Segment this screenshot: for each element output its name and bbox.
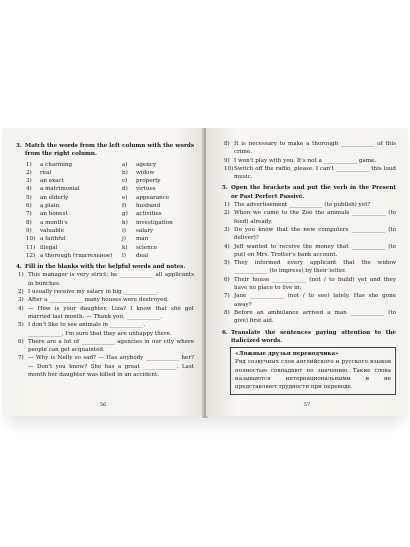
item-text: When we came to the Zoo the animals ____________ (to feed) already. (234, 210, 396, 225)
exercise-item (18, 288, 194, 296)
exercise-item (224, 157, 396, 165)
exercise-item (224, 165, 396, 182)
match-key: j) (122, 236, 126, 243)
match-row (122, 202, 173, 210)
match-row (26, 169, 122, 177)
match-key: e) (122, 194, 128, 201)
item-text: I don't like to see animals in ____________. (28, 322, 146, 329)
match-word: agency (136, 161, 157, 168)
match-row (122, 219, 173, 227)
match-key: 3) (26, 178, 32, 185)
match-key: l) (122, 252, 126, 259)
exercise-item (18, 354, 194, 379)
match-row (26, 194, 122, 202)
match-word: science (136, 244, 158, 251)
match-word: husband (136, 203, 161, 210)
match-word: a matrimonial (40, 186, 80, 193)
match-key: 9) (26, 227, 32, 234)
match-word: a plain (40, 203, 60, 210)
match-word: man (136, 236, 149, 243)
match-key: 2) (26, 169, 32, 176)
item-number: 1) (18, 272, 24, 279)
item-number: 10) (224, 165, 234, 172)
exercise-3-heading: 3. Match the words from the left column with the words from the right column. (16, 143, 194, 158)
exercise-item (18, 305, 194, 322)
match-word: a faithful (40, 236, 66, 243)
exercise-5-heading: 5. Open the brackets and put the verb in the Present or Past Perfect Passive. (222, 185, 396, 200)
item-text: This manager is very strict; he ____________ all applicants in bunches. (28, 272, 194, 287)
exercise-4-heading: 4. Fill in the blanks with the helpful words and notes. (16, 264, 186, 271)
match-word: a month's (40, 219, 68, 226)
match-key: 12) (26, 252, 36, 259)
exercise-item (224, 292, 396, 309)
item-text: I usually receive my salary in big ____________. (28, 289, 159, 296)
item-number: 2) (224, 210, 230, 217)
match-word: investigation (136, 219, 173, 226)
match-key: 1) (26, 161, 32, 168)
item-number: 9) (224, 157, 230, 164)
match-row (26, 219, 122, 227)
exercise-item (224, 209, 396, 226)
match-word: an honest (40, 211, 68, 218)
item-number: 7) (224, 293, 230, 300)
match-row (26, 227, 122, 235)
match-row (26, 244, 122, 252)
match-row (26, 161, 122, 169)
match-word: real (40, 169, 52, 176)
match-word: an elderly (40, 194, 69, 201)
match-key: b) (122, 169, 128, 176)
item-number: 8) (224, 309, 230, 316)
exercise-item (18, 271, 194, 288)
exercise-6-heading: 6. Translate the sentences paying attention to the italicized words. (222, 329, 396, 344)
match-word: an exact (40, 178, 64, 185)
exercise-item (18, 296, 194, 304)
match-row (122, 235, 173, 243)
match-row (26, 177, 122, 185)
exercise-item (224, 309, 396, 326)
match-key: 10) (26, 236, 36, 243)
match-key: f) (122, 203, 127, 210)
match-word: appearance (136, 194, 170, 201)
match-key: 6) (26, 203, 32, 210)
item-number: 5) (224, 260, 230, 267)
match-row (122, 227, 173, 235)
item-text: After a ____________ many houses were destroyed. (28, 297, 169, 304)
item-text: — Why is Nelly so sad? — Has anybody ____________ her? — Don't you know? She has a great ____________. Last month her daughter was killed in an accident. (28, 355, 194, 379)
exercise-item (224, 226, 396, 243)
item-number: 1) (224, 202, 230, 209)
match-key: 4) (26, 186, 32, 193)
match-row (122, 244, 173, 252)
page-number-right: 57 (303, 402, 311, 408)
open-book (2, 128, 408, 420)
box-text: Ряд созвучных слов английского и русского языков полностью совпадают по значению. Такие слова называются интернациональными и не представляют трудности при переводе. (235, 359, 391, 391)
item-text: There are a lot of ____________ agencies in our city where people can get acquainted. (28, 338, 194, 354)
item-text: Before an ambulance arrived a man ____________ (to give) first aid. (234, 309, 396, 325)
item-number: 3) (18, 297, 24, 304)
match-word: deal (136, 252, 149, 259)
item-number: 3) (224, 226, 230, 233)
match-word: virtues (136, 186, 156, 193)
match-key: g) (122, 211, 128, 218)
item-text: ____________, I'm sure that they are unhappy there. (28, 330, 172, 337)
item-text: Jane ____________ (not / to see) lately. Has she gone away? (234, 293, 396, 308)
item-text: It is necessary to make a thorough ____________ of this crime. (234, 141, 396, 156)
match-row (122, 194, 173, 202)
right-column (122, 161, 173, 261)
match-word: salary (136, 227, 154, 234)
match-key: c) (122, 178, 128, 185)
box-title: «Ложные друзья переводчика» (235, 351, 339, 358)
exercise-5-list (222, 201, 396, 325)
exercise-item (18, 321, 194, 329)
item-text: — How is your daughter, Liza? I know that she got married last month. — Thank you, ____________. (28, 305, 194, 320)
match-key: k) (122, 244, 128, 251)
exercise-item (224, 140, 396, 157)
match-key: h) (122, 219, 128, 226)
left-page (2, 128, 204, 416)
exercise-item (224, 276, 396, 293)
page-number-left: 56 (99, 402, 107, 408)
match-row (26, 185, 122, 193)
match-key: 7) (26, 211, 32, 218)
match-word: a thorough (тщательное) (40, 252, 113, 259)
exercise-item (18, 330, 194, 338)
match-row (26, 252, 122, 260)
exercise-item (224, 201, 396, 209)
item-number (18, 330, 28, 338)
match-key: a) (122, 161, 128, 168)
match-row (122, 161, 173, 169)
matching-columns (26, 161, 194, 261)
item-text: The advertisement ____________ (to publish) yet? (234, 202, 371, 209)
match-word: activities (136, 211, 162, 218)
item-number: 6) (224, 276, 230, 283)
match-row (122, 169, 173, 177)
match-key: 5) (26, 194, 32, 201)
match-word: illegal (40, 244, 58, 251)
match-key: 8) (26, 219, 32, 226)
match-word: widow (136, 169, 155, 176)
false-friends-box (230, 347, 396, 394)
exercise-item (224, 243, 396, 260)
match-word: property (136, 178, 161, 185)
item-number: 8) (224, 141, 230, 147)
exercise-item (18, 338, 194, 355)
match-key: d) (122, 186, 128, 193)
match-row (26, 210, 122, 218)
item-number: 6) (18, 338, 24, 345)
match-row (122, 185, 173, 193)
exercise-item (224, 259, 396, 276)
match-row (26, 235, 122, 243)
item-text: I won't play with you. It's not a ____________ game. (234, 157, 377, 164)
match-key: 11) (26, 244, 36, 251)
match-word: a charming (40, 161, 73, 168)
left-column (26, 161, 122, 261)
match-key: i) (122, 227, 126, 234)
exercise-4-continued (222, 140, 396, 181)
item-text: Jeff wanted to receive the money that ____________ (to put) on Mrs. Trotter's bank account. (234, 243, 396, 258)
item-text: They informed every applicant that the widow ____________ (to impress) by their letter. (234, 260, 396, 275)
match-word: valuable (40, 227, 64, 234)
item-text: Do you know that the new computers ____________ (to deliver)? (234, 226, 396, 242)
match-row (122, 252, 173, 260)
match-row (122, 177, 173, 185)
match-row (26, 202, 122, 210)
right-page (206, 128, 408, 416)
match-row (122, 210, 173, 218)
item-text: Their house ____________ (not / to build) yet and they have no place to live in. (234, 276, 396, 292)
item-number: 4) (224, 243, 230, 250)
item-number: 7) (18, 355, 24, 362)
item-number: 4) (18, 305, 24, 312)
item-text: Switch off the radio, please. I can't ____________ this loud music. (234, 165, 396, 181)
item-number: 2) (18, 289, 24, 296)
item-number: 5) (18, 322, 24, 329)
exercise-4-list (16, 271, 194, 379)
